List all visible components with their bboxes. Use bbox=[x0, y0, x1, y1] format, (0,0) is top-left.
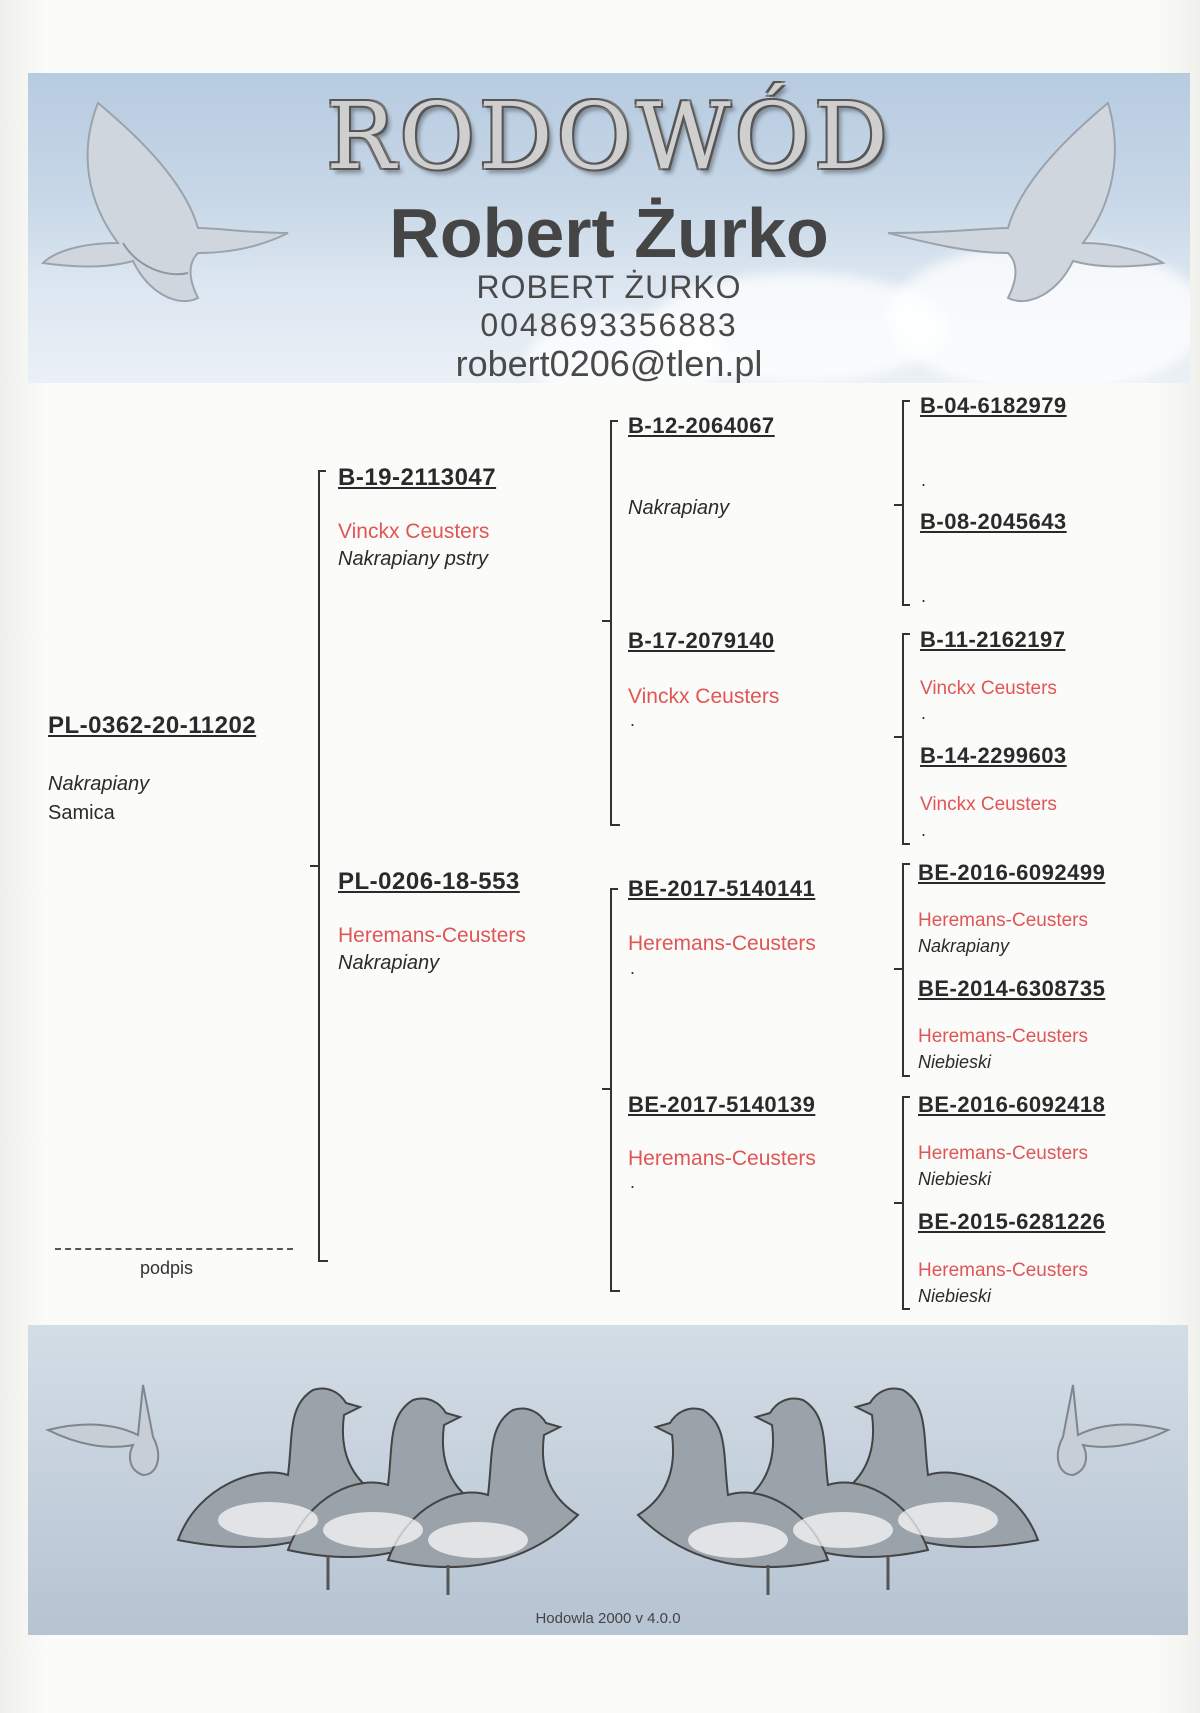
connector bbox=[602, 1088, 610, 1090]
signature-label: podpis bbox=[140, 1258, 194, 1278]
ssd-ring: B-08-2045643 bbox=[920, 509, 1067, 534]
software-version: Hodowla 2000 v 4.0.0 bbox=[535, 1610, 681, 1627]
dsd-strain: Heremans-Ceusters bbox=[918, 1026, 1088, 1047]
dsd-color: Niebieski bbox=[918, 1052, 992, 1072]
subject-sex: Samica bbox=[48, 802, 115, 824]
ddd-ring: BE-2015-6281226 bbox=[918, 1209, 1106, 1234]
dam-color: Nakrapiany bbox=[338, 952, 440, 974]
header-banner bbox=[28, 73, 1190, 383]
sdd-ring: B-14-2299603 bbox=[920, 743, 1067, 768]
connector bbox=[902, 604, 910, 606]
sire-ring: B-19-2113047 bbox=[338, 464, 497, 491]
sss-note: . bbox=[921, 470, 927, 490]
dam-strain: Heremans-Ceusters bbox=[338, 924, 526, 947]
dss-strain: Heremans-Ceusters bbox=[918, 910, 1088, 931]
bracket-ss bbox=[902, 400, 904, 606]
dss-ring: BE-2016-6092499 bbox=[918, 860, 1106, 885]
sds-note: . bbox=[921, 703, 927, 723]
ds-strain: Heremans-Ceusters bbox=[628, 932, 816, 955]
connector bbox=[894, 968, 902, 970]
connector bbox=[610, 420, 618, 422]
bracket-dam-side bbox=[610, 888, 612, 1292]
connector bbox=[610, 824, 620, 826]
dsd-ring: BE-2014-6308735 bbox=[918, 976, 1106, 1001]
bracket-dd bbox=[902, 1096, 904, 1310]
sire-color: Nakrapiany pstry bbox=[338, 548, 489, 570]
dds-color: Niebieski bbox=[918, 1169, 992, 1189]
ss-color: Nakrapiany bbox=[628, 497, 730, 519]
connector bbox=[602, 620, 610, 622]
dds-strain: Heremans-Ceusters bbox=[918, 1143, 1088, 1164]
connector bbox=[894, 736, 902, 738]
ds-note: . bbox=[630, 958, 636, 978]
connector bbox=[902, 1096, 910, 1098]
ssd-note: . bbox=[921, 586, 927, 606]
subject-color: Nakrapiany bbox=[48, 773, 150, 795]
ss-ring: B-12-2064067 bbox=[628, 413, 775, 438]
dd-note: . bbox=[630, 1172, 636, 1192]
breeder-name-caps: ROBERT ŻURKO bbox=[476, 269, 742, 305]
dss-color: Nakrapiany bbox=[918, 936, 1010, 956]
connector bbox=[894, 1202, 902, 1204]
subject-ring: PL-0362-20-11202 bbox=[48, 712, 257, 739]
bracket-gen1 bbox=[318, 470, 320, 1262]
bracket-sd bbox=[902, 633, 904, 845]
sds-ring: B-11-2162197 bbox=[920, 627, 1066, 652]
breeder-phone: 0048693356883 bbox=[480, 307, 738, 343]
sire-strain: Vinckx Ceusters bbox=[338, 520, 490, 543]
sd-strain: Vinckx Ceusters bbox=[628, 685, 780, 708]
connector bbox=[902, 1308, 910, 1310]
dds-ring: BE-2016-6092418 bbox=[918, 1092, 1106, 1117]
connector bbox=[902, 633, 910, 635]
ddd-strain: Heremans-Ceusters bbox=[918, 1260, 1088, 1281]
connector bbox=[310, 865, 318, 867]
ddd-color: Niebieski bbox=[918, 1286, 992, 1306]
bracket-ds bbox=[902, 863, 904, 1077]
sdd-strain: Vinckx Ceusters bbox=[920, 794, 1057, 815]
connector bbox=[902, 400, 910, 402]
connector bbox=[902, 863, 910, 865]
sds-strain: Vinckx Ceusters bbox=[920, 678, 1057, 699]
connector bbox=[610, 1290, 620, 1292]
sd-ring: B-17-2079140 bbox=[628, 628, 775, 653]
dam-ring: PL-0206-18-553 bbox=[338, 868, 520, 895]
bracket-sire-side bbox=[610, 420, 612, 826]
dd-strain: Heremans-Ceusters bbox=[628, 1147, 816, 1170]
dd-ring: BE-2017-5140139 bbox=[628, 1092, 816, 1117]
breeder-name: Robert Żurko bbox=[389, 194, 829, 272]
sss-ring: B-04-6182979 bbox=[920, 393, 1067, 418]
breeder-email: robert0206@tlen.pl bbox=[455, 343, 763, 383]
document-title: RODOWÓD bbox=[326, 83, 892, 190]
connector bbox=[902, 843, 910, 845]
connector bbox=[610, 888, 618, 890]
connector bbox=[894, 504, 902, 506]
sdd-note: . bbox=[921, 820, 927, 840]
footer-banner bbox=[28, 1325, 1188, 1635]
pigeons-illustration-icon bbox=[28, 1325, 1188, 1610]
ds-ring: BE-2017-5140141 bbox=[628, 876, 816, 901]
sd-note: . bbox=[630, 710, 636, 730]
connector bbox=[318, 1260, 328, 1262]
signature-line bbox=[55, 1248, 293, 1250]
connector bbox=[902, 1075, 910, 1077]
